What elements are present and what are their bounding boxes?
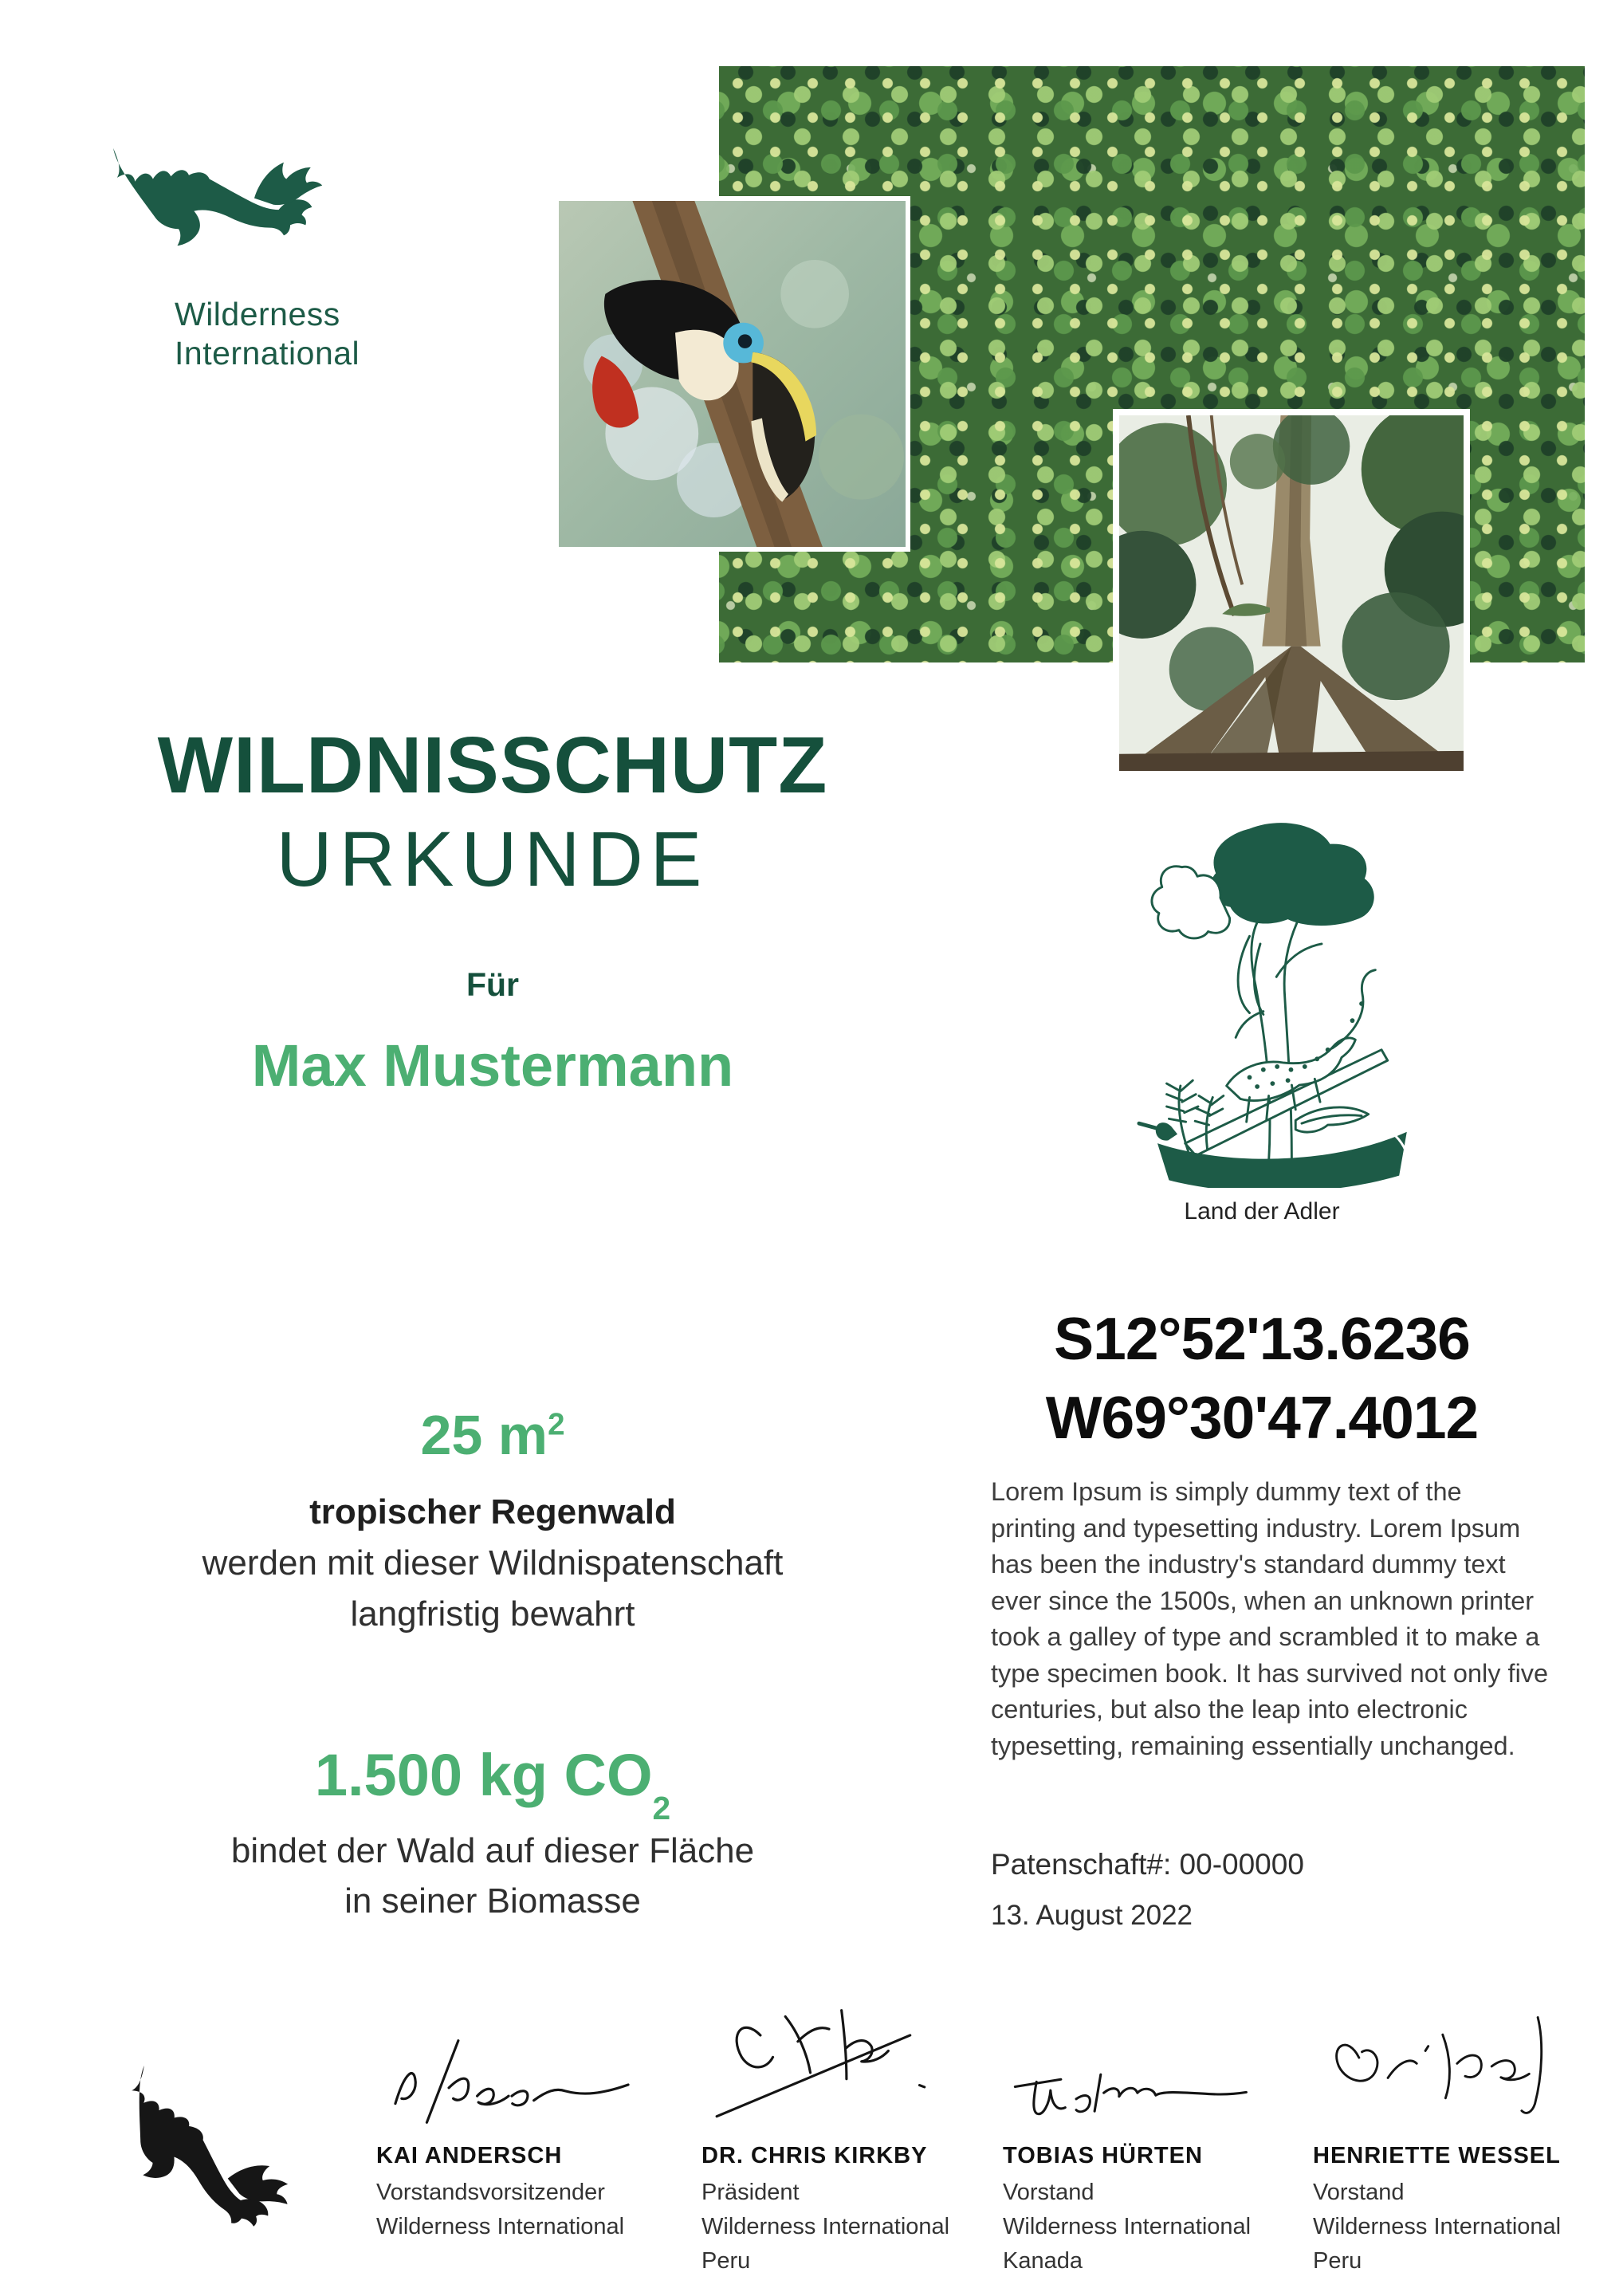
issue-date: 13. August 2022 — [991, 1900, 1193, 1931]
co2-subscript: 2 — [652, 1789, 671, 1826]
toucan-photo — [554, 196, 910, 552]
signatory-kai-andersch — [376, 2017, 673, 2288]
signatory-org: Wilderness International — [376, 2214, 625, 2239]
signatory-role: Vorstandsvorsitzender — [376, 2180, 605, 2205]
eagle-logo-icon — [88, 132, 339, 279]
logo-line2: International — [175, 335, 360, 372]
signatory-org: Wilderness International — [1313, 2214, 1562, 2239]
area-line3: langfristig bewahrt — [350, 1594, 635, 1634]
signatory-name: HENRIETTE WESSEL — [1313, 2143, 1561, 2168]
area-line2: werden mit dieser Wildnispatenschaft — [202, 1543, 784, 1582]
signatory-country: Peru — [701, 2248, 751, 2274]
illustration-caption: Land der Adler — [1184, 1198, 1340, 1225]
description-paragraph: Lorem Ipsum is simply dummy text of the printing and typesetting industry. Lorem Ipsum has been the industry's standard dummy text ever since the 1500s, when an unknown printer took a galley of type and scrambled it to make a type specimen book. It has survived not only five centuries, but also the leap into electronic typesetting, remaining essentially unchanged. — [991, 1477, 1549, 1760]
signatory-henriette-wessel — [1313, 2017, 1609, 2288]
gps-latitude: S12°52'13.6236 — [1054, 1305, 1470, 1372]
co2-value — [48, 1741, 937, 1826]
recipient-name: Max Mustermann — [251, 1032, 734, 1099]
jungle-jaguar-illustration — [1132, 820, 1428, 1188]
area-line1: tropischer Regenwald — [309, 1492, 676, 1531]
signatory-name: TOBIAS HÜRTEN — [1003, 2143, 1203, 2168]
gps-coordinates — [973, 1299, 1551, 1457]
co2-number: 1.500 kg CO — [314, 1742, 653, 1808]
co2-line2: in seiner Biomasse — [344, 1881, 641, 1921]
signatory-role: Vorstand — [1003, 2180, 1094, 2205]
giant-tree-photo — [1113, 409, 1470, 777]
toucan-illustration — [559, 201, 906, 547]
certificate-title: WILDNISSCHUTZ — [157, 721, 828, 810]
signature-tobias-huerten — [1003, 2052, 1266, 2140]
co2-line1: bindet der Wald auf dieser Fläche — [230, 1831, 755, 1870]
signatory-country: Kanada — [1003, 2248, 1083, 2274]
tree-illustration — [1119, 415, 1464, 771]
sponsorship-number: Patenschaft#: 00-00000 — [991, 1848, 1304, 1881]
signatory-org: Wilderness International — [701, 2214, 950, 2239]
area-superscript: 2 — [548, 1407, 565, 1442]
eagle-silhouette-icon — [84, 2049, 301, 2276]
signature-kai-andersch — [376, 2022, 647, 2141]
signatory-role: Präsident — [701, 2180, 800, 2205]
signature-henriette-wessel — [1313, 2006, 1584, 2141]
signatory-name: KAI ANDERSCH — [376, 2143, 563, 2168]
signatory-tobias-huerten — [1003, 2017, 1299, 2288]
signature-chris-kirkby — [701, 1998, 957, 2141]
signatory-name: DR. CHRIS KIRKBY — [701, 2143, 928, 2168]
signatory-country: Peru — [1313, 2248, 1362, 2274]
recipient-label: Für — [466, 966, 520, 1003]
area-number: 25 m — [420, 1404, 548, 1466]
area-value — [48, 1403, 937, 1467]
signatory-chris-kirkby — [701, 2017, 998, 2288]
signatory-role: Vorstand — [1313, 2180, 1405, 2205]
gps-longitude: W69°30'47.4012 — [1045, 1384, 1479, 1451]
signatory-org: Wilderness International — [1003, 2214, 1252, 2239]
logo-wordmark — [175, 295, 360, 373]
logo-line1: Wilderness — [175, 296, 340, 332]
certificate-subtitle: URKUNDE — [276, 816, 709, 902]
